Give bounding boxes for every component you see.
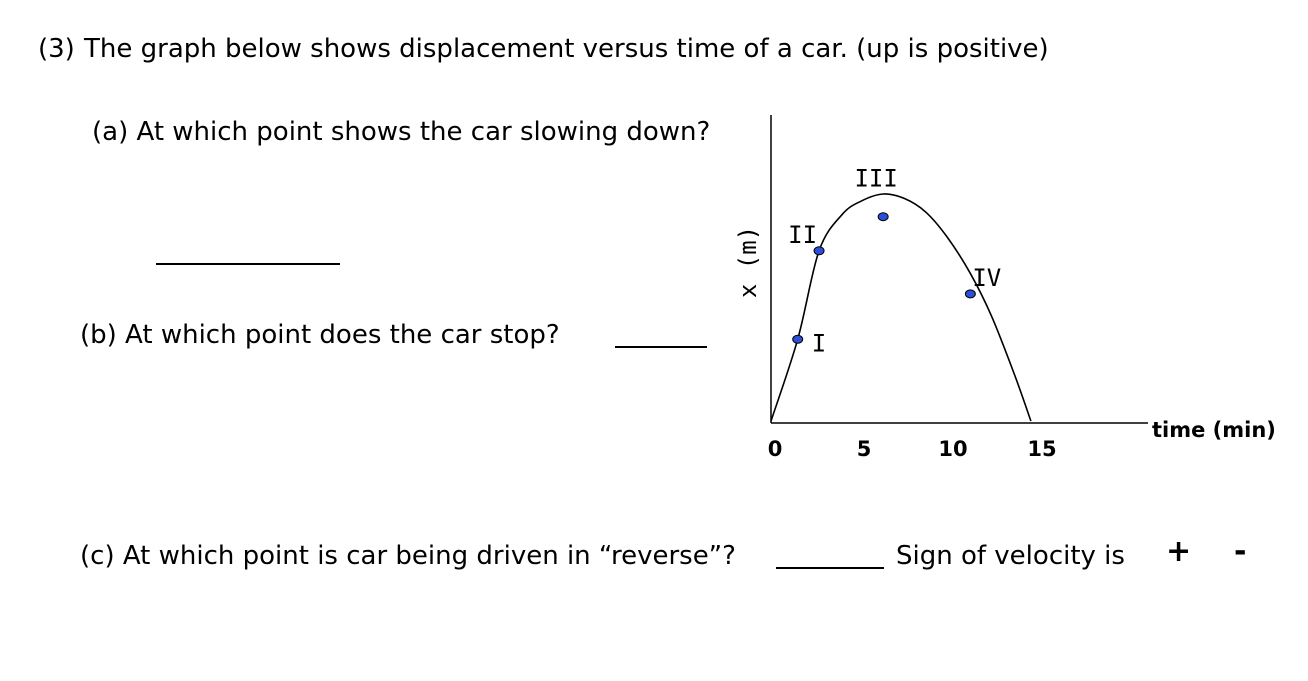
- point-iii-marker: [878, 213, 888, 221]
- point-ii-label: II: [788, 220, 818, 249]
- point-iii-label: III: [854, 164, 898, 193]
- question-number: (3): [38, 34, 75, 64]
- point-iv-label: IV: [972, 263, 1002, 292]
- x-tick-label: 5: [856, 437, 872, 461]
- point-i-label: I: [811, 329, 827, 358]
- minus-sign-option[interactable]: -: [1234, 534, 1247, 569]
- part-b-prompt: (b) At which point does the car stop?: [80, 320, 560, 350]
- plus-sign-option[interactable]: +: [1166, 534, 1192, 569]
- x-tick-label: 0: [767, 437, 783, 461]
- velocity-sign-prompt: Sign of velocity is: [896, 541, 1125, 571]
- part-c-prompt: (c) At which point is car being driven in “reverse”?: [80, 541, 736, 571]
- part-a-prompt: (a) At which point shows the car slowing down?: [92, 117, 711, 147]
- x-tick-label: 10: [938, 437, 968, 461]
- question-text: The graph below shows displacement versus time of a car. (up is positive): [84, 34, 1049, 64]
- x-axis-label: time (min): [1152, 418, 1276, 442]
- point-i-marker: [793, 335, 803, 343]
- y-axis-label: x (m): [734, 225, 762, 299]
- x-tick-label: 15: [1027, 437, 1057, 461]
